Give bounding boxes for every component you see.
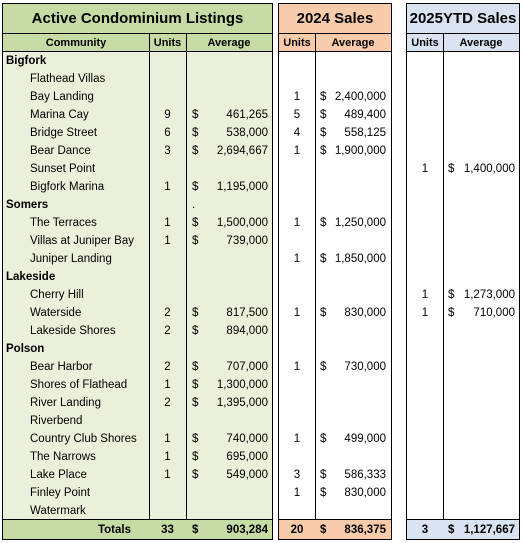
table-row (279, 88, 391, 106)
listing-units: 1 (164, 379, 171, 391)
sales-2025-average: $ 1,400,000 (448, 163, 515, 175)
region-label: Lakeside (6, 271, 56, 283)
table-row (3, 484, 272, 502)
table-row (279, 160, 391, 178)
table-row (407, 232, 519, 250)
table-row (279, 232, 391, 250)
listing-units: 1 (164, 181, 171, 193)
table-row (3, 376, 272, 394)
region-row (3, 340, 272, 358)
table-row (3, 358, 272, 376)
table-row (3, 106, 272, 124)
listing-average (192, 412, 268, 430)
sales-2024-average: $ 1,850,000 (320, 253, 386, 265)
table-row (279, 430, 391, 448)
sales-2024-average: $ 558,125 (320, 127, 386, 139)
sales-2025-units: 1 (421, 289, 429, 301)
sales-2025-units (407, 124, 443, 142)
table-row (279, 268, 391, 286)
sales-2024-units: 1 (293, 145, 301, 157)
sales-2024-average: $ 499,000 (320, 433, 386, 445)
table-row (3, 502, 272, 520)
listing-units: 2 (164, 307, 171, 319)
listing-average (192, 484, 268, 502)
sales-2025-units (407, 466, 443, 484)
sales-2025-total-units: 3 (421, 524, 429, 536)
table-row (3, 448, 272, 466)
listing-average: $ 461,265 (192, 109, 268, 121)
listing-units (149, 88, 186, 106)
sales-2025-average (448, 484, 515, 502)
sales-2025-units (407, 394, 443, 412)
table-row (407, 484, 519, 502)
community-name: Finley Point (30, 487, 91, 499)
table-row (407, 502, 519, 520)
sales-2024-units: 4 (293, 127, 301, 139)
table-row (279, 304, 391, 322)
table-row (407, 412, 519, 430)
sales-2025-units (407, 88, 443, 106)
table-row (3, 430, 272, 448)
community-name: River Landing (30, 397, 101, 409)
table-row (279, 502, 391, 520)
table-row (407, 250, 519, 268)
sales-2025-units (407, 484, 443, 502)
listing-units (149, 286, 186, 304)
sales-2024-average: $ 1,250,000 (320, 217, 386, 229)
table-row (407, 214, 519, 232)
listing-average: $ 695,000 (192, 451, 268, 463)
table-row (279, 376, 391, 394)
table-row (279, 106, 391, 124)
listing-units: 1 (164, 235, 171, 247)
active-listings-panel (2, 3, 273, 540)
table-row (279, 52, 391, 70)
table-row (279, 196, 391, 214)
sales-2025-units (407, 232, 443, 250)
table-row (407, 178, 519, 196)
community-name: Waterside (30, 307, 82, 319)
sales-2025-average (448, 394, 515, 412)
listing-average: $ 538,000 (192, 127, 268, 139)
sales-2025-panel (406, 3, 520, 540)
sales-2025-average (448, 358, 515, 376)
table-row (279, 250, 391, 268)
table-row (3, 394, 272, 412)
sales-2024-units (279, 178, 315, 196)
sales-2025-average (448, 412, 515, 430)
sales-2025-units (407, 448, 443, 466)
sales-2025-average (448, 232, 515, 250)
table-row (279, 340, 391, 358)
listing-average (192, 70, 268, 88)
table-row (3, 304, 272, 322)
community-name: Watermark (30, 505, 86, 517)
sales-2025-average (448, 466, 515, 484)
table-row (407, 88, 519, 106)
listing-units (149, 502, 186, 520)
table-row (407, 358, 519, 376)
sales-2025-average (448, 214, 515, 232)
community-name: Bay Landing (30, 91, 94, 103)
table-row (407, 376, 519, 394)
listing-units: 1 (164, 217, 171, 229)
table-row (3, 322, 272, 340)
active-total-average: 903,284 (226, 524, 268, 536)
active-average-header: Average (186, 34, 272, 52)
table-row (279, 484, 391, 502)
listing-units: 1 (164, 451, 171, 463)
listing-average: $ 740,000 (192, 433, 268, 445)
sales-2025-units (407, 142, 443, 160)
sales-2025-average (448, 376, 515, 394)
table-row (407, 340, 519, 358)
sales-2024-units (279, 70, 315, 88)
community-name: The Terraces (30, 217, 97, 229)
listing-average: $ 894,000 (192, 325, 268, 337)
listing-units: 3 (164, 145, 171, 157)
listing-average: $ 1,395,000 (192, 397, 268, 409)
community-name: Riverbend (30, 415, 83, 427)
sales-2025-total-dollar: $ (448, 524, 455, 536)
table-row (407, 124, 519, 142)
community-name: Juniper Landing (30, 253, 112, 265)
sales-2024-units (279, 394, 315, 412)
listing-units (149, 250, 186, 268)
sales-2025-average (448, 88, 515, 106)
listing-average (192, 250, 268, 268)
listing-average: $ 549,000 (192, 469, 268, 481)
table-row (407, 268, 519, 286)
table-row (3, 160, 272, 178)
sales-2025-average (448, 106, 515, 124)
sales-2025-total-average: 1,127,667 (463, 524, 515, 536)
sales-2025-average-header: Average (443, 34, 519, 52)
sales-2024-average (320, 178, 386, 196)
listing-units: 9 (164, 109, 171, 121)
sales-2024-average (320, 394, 386, 412)
sales-2025-title: 2025YTD Sales (407, 4, 519, 34)
sales-2024-average: $ 830,000 (320, 307, 386, 319)
table-row (3, 178, 272, 196)
listing-units: 6 (164, 127, 171, 139)
sales-2025-units (407, 322, 443, 340)
table-row (279, 142, 391, 160)
sales-2024-average (320, 70, 386, 88)
sales-2025-units (407, 106, 443, 124)
listing-average: $ 1,195,000 (192, 181, 268, 193)
sales-2025-units (407, 358, 443, 376)
totals-label: Totals (97, 524, 131, 536)
sales-2024-units: 5 (293, 109, 301, 121)
table-row (279, 466, 391, 484)
active-totals-row (3, 519, 272, 539)
sales-2024-average (320, 502, 386, 520)
table-row (3, 142, 272, 160)
sales-2024-total-dollar: $ (320, 524, 327, 536)
sales-2025-totals-row (407, 519, 519, 539)
region-row (3, 268, 272, 286)
sales-2025-average (448, 70, 515, 88)
table-row (3, 466, 272, 484)
active-listings-title: Active Condominium Listings (3, 4, 272, 34)
sales-2024-title: 2024 Sales (279, 4, 391, 34)
sales-2025-average (448, 178, 515, 196)
sales-2024-units (279, 160, 315, 178)
community-name: The Narrows (30, 451, 96, 463)
sales-2024-average (320, 322, 386, 340)
table-row (407, 430, 519, 448)
sales-2025-units (407, 250, 443, 268)
sales-2025-average (448, 502, 515, 520)
listing-average: $ 739,000 (192, 235, 268, 247)
table-row (3, 412, 272, 430)
sales-2024-units: 1 (293, 361, 301, 373)
sales-2025-average (448, 124, 515, 142)
sales-2025-average (448, 448, 515, 466)
sales-2024-average: $ 1,900,000 (320, 145, 386, 157)
community-name: Flathead Villas (30, 73, 106, 85)
community-name: Marina Cay (30, 109, 89, 121)
table-row (407, 448, 519, 466)
sales-2024-units: 1 (293, 307, 301, 319)
sales-2025-average: $ 1,273,000 (448, 289, 515, 301)
sales-2024-average (320, 160, 386, 178)
sales-2024-units: 1 (293, 487, 301, 499)
table-row (3, 286, 272, 304)
listing-average: $ 817,500 (192, 307, 268, 319)
sales-2024-units: 3 (293, 469, 301, 481)
table-row (407, 142, 519, 160)
listing-average: $ 707,000 (192, 361, 268, 373)
sales-2024-units (279, 322, 315, 340)
listing-units: 1 (164, 469, 171, 481)
table-row (3, 70, 272, 88)
region-label: Bigfork (6, 55, 47, 67)
community-name: Lakeside Shores (30, 325, 116, 337)
table-row (407, 286, 519, 304)
community-name: Sunset Point (30, 163, 96, 175)
sales-2025-units (407, 70, 443, 88)
table-row (407, 160, 519, 178)
table-row (407, 52, 519, 70)
table-row (279, 448, 391, 466)
community-name: Country Club Shores (30, 433, 137, 445)
table-row (407, 304, 519, 322)
sales-2024-average: $ 586,333 (320, 469, 386, 481)
sales-2025-units (407, 430, 443, 448)
table-row (3, 88, 272, 106)
sales-2024-units: 1 (293, 91, 301, 103)
sales-2024-total-average: 836,375 (344, 524, 386, 536)
table-row (279, 394, 391, 412)
community-name: Villas at Juniper Bay (30, 235, 134, 247)
listing-average: . (192, 199, 196, 211)
sales-2024-units (279, 376, 315, 394)
community-header: Community (3, 34, 149, 52)
listing-average (192, 502, 268, 520)
sales-2024-units: 1 (293, 433, 301, 445)
community-name: Cherry Hill (30, 289, 84, 301)
community-name: Bear Harbor (30, 361, 93, 373)
sales-2025-units-header: Units (407, 34, 443, 52)
sales-2024-average: $ 489,400 (320, 109, 386, 121)
table-row (407, 322, 519, 340)
listing-average: $ 1,300,000 (192, 379, 268, 391)
sales-2025-units (407, 502, 443, 520)
community-name: Bridge Street (30, 127, 98, 139)
listing-units (149, 484, 186, 502)
region-label: Somers (6, 199, 49, 211)
sales-2025-units: 1 (421, 163, 429, 175)
active-total-dollar: $ (192, 524, 199, 536)
sales-2024-average: $ 2,400,000 (320, 91, 386, 103)
table-row (3, 124, 272, 142)
listing-average (192, 88, 268, 106)
listing-units (149, 70, 186, 88)
sales-2024-units (279, 448, 315, 466)
listing-units: 1 (164, 433, 171, 445)
table-row (407, 394, 519, 412)
table-row (407, 466, 519, 484)
sales-2024-units: 1 (293, 217, 301, 229)
sales-2024-average: $ 830,000 (320, 487, 386, 499)
listing-average (192, 286, 268, 304)
sales-2025-average (448, 322, 515, 340)
sales-2025-units (407, 412, 443, 430)
listing-units: 2 (164, 361, 171, 373)
table-row (279, 286, 391, 304)
sales-2024-units (279, 412, 315, 430)
table-row (279, 178, 391, 196)
sales-2025-average (448, 142, 515, 160)
table-row (279, 124, 391, 142)
sales-2024-panel (278, 3, 392, 540)
listing-units: 2 (164, 397, 171, 409)
sales-2025-average: $ 710,000 (448, 307, 515, 319)
table-row (3, 250, 272, 268)
active-units-header: Units (149, 34, 186, 52)
sales-2024-average: $ 730,000 (320, 361, 386, 373)
region-label: Polson (6, 343, 45, 355)
sales-2025-average (448, 250, 515, 268)
table-row (279, 322, 391, 340)
listing-units: 2 (164, 325, 171, 337)
listing-units (149, 160, 186, 178)
listing-average (192, 160, 268, 178)
community-name: Shores of Flathead (30, 379, 128, 391)
sales-2024-total-units: 20 (290, 524, 304, 536)
sales-2025-units (407, 376, 443, 394)
sales-2025-units: 1 (421, 307, 429, 319)
sales-2024-average (320, 412, 386, 430)
sales-2024-units (279, 286, 315, 304)
community-name: Lake Place (30, 469, 87, 481)
table-row (279, 358, 391, 376)
sales-2025-average (448, 430, 515, 448)
sales-2024-average (320, 286, 386, 304)
table-row (3, 214, 272, 232)
table-row (407, 70, 519, 88)
sales-2024-units-header: Units (279, 34, 315, 52)
sales-2024-average (320, 448, 386, 466)
active-total-units: 33 (161, 524, 174, 536)
table-row (407, 196, 519, 214)
sales-2024-units (279, 232, 315, 250)
table-row (279, 70, 391, 88)
listing-units (149, 412, 186, 430)
sales-2025-units (407, 178, 443, 196)
community-name: Bear Dance (30, 145, 91, 157)
region-row (3, 52, 272, 70)
region-row (3, 196, 272, 214)
community-name: Bigfork Marina (30, 181, 105, 193)
sales-2025-units (407, 214, 443, 232)
sales-2024-units (279, 502, 315, 520)
sales-2024-totals-row (279, 519, 391, 539)
sales-2024-average-header: Average (315, 34, 391, 52)
table-row (3, 232, 272, 250)
table-row (279, 412, 391, 430)
table-row (279, 214, 391, 232)
sales-2024-average (320, 232, 386, 250)
listing-average: $ 2,694,667 (192, 145, 268, 157)
sales-2024-units: 1 (293, 253, 301, 265)
table-row (407, 106, 519, 124)
listing-average: $ 1,500,000 (192, 217, 268, 229)
sales-2024-average (320, 376, 386, 394)
